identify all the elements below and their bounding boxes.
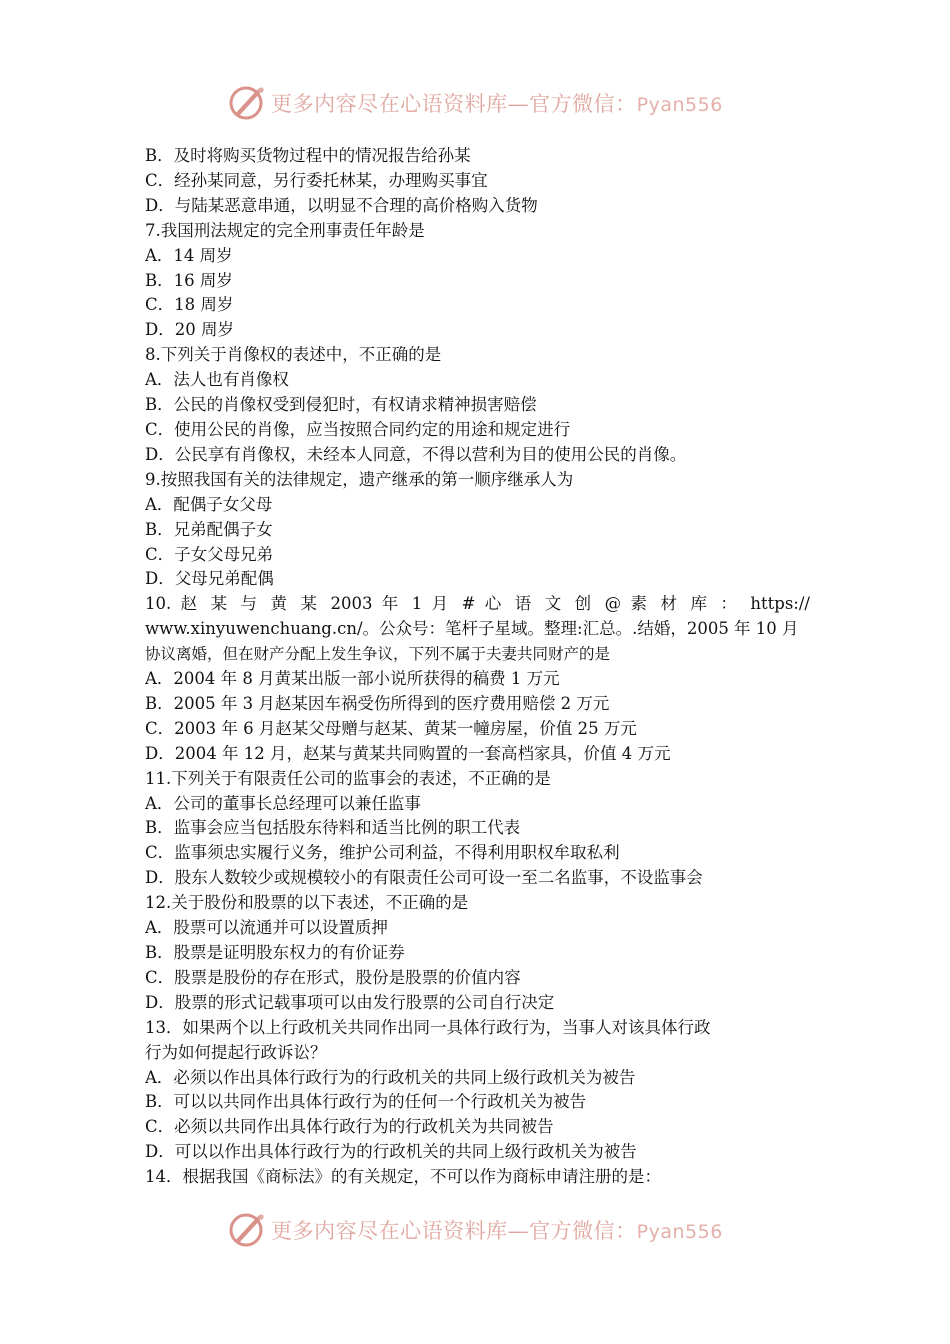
option-line: B．股票是证明股东权力的有价证券: [145, 943, 405, 962]
text-line: C．经孙某同意，另行委托林某，办理购买事宜: [145, 170, 488, 190]
question-12: 12.关于股份和股票的以下表述，不正确的是: [145, 893, 469, 913]
option-line: D．父母兄弟配偶: [145, 569, 274, 589]
option-line: A．公司的董事长总经理可以兼任监事: [145, 793, 421, 813]
option-line: D．可以以作出具体行政行为的行政机关的共同上级行政机关为被告: [145, 1142, 637, 1162]
option-line: A．14 周岁: [145, 245, 233, 265]
option-line: C．18 周岁: [145, 295, 234, 315]
option-line: C．2003 年 6 月赵某父母赠与赵某、黄某一幢房屋，价值 25 万元: [145, 718, 637, 738]
option-line: C．使用公民的肖像，应当按照合同约定的用途和规定进行: [145, 419, 571, 439]
quill-logo-icon: [227, 83, 267, 123]
text-line: B．及时将购买货物过程中的情况报告给孙某: [145, 146, 471, 165]
option-line: D．20 周岁: [145, 320, 234, 340]
document-body: [145, 144, 810, 1190]
question-8: 8.下列关于肖像权的表述中，不正确的是: [145, 345, 442, 365]
option-line: C．监事须忠实履行义务，维护公司利益，不得利用职权牟取私利: [145, 843, 620, 863]
question-14: 14．根据我国《商标法》的有关规定，不可以作为商标申请注册的是：: [145, 1167, 661, 1187]
question-13: 13．如果两个以上行政机关共同作出同一具体行政行为，当事人对该具体行政: [145, 1017, 711, 1037]
footer-watermark-banner: [0, 1208, 950, 1252]
option-line: A．股票可以流通并可以设置质押: [145, 918, 388, 938]
option-line: B．可以以共同作出具体行政行为的任何一个行政机关为被告: [145, 1092, 587, 1112]
option-line: B．监事会应当包括股东待料和适当比例的职工代表: [145, 818, 521, 838]
header-watermark-banner: [0, 81, 950, 125]
option-line: B．兄弟配偶子女: [145, 519, 273, 539]
option-line: C．必须以共同作出具体行政行为的行政机关为共同被告: [145, 1117, 554, 1137]
question-13-cont: 行为如何提起行政诉讼？: [145, 1042, 327, 1062]
option-line: C．子女父母兄弟: [145, 544, 274, 564]
option-line: C．股票是股份的存在形式，股份是股票的价值内容: [145, 967, 521, 987]
question-10-cont: 协议离婚，但在财产分配上发生争议，下列不属于夫妻共同财产的是: [145, 645, 611, 664]
option-line: A．配偶子女父母: [145, 494, 273, 514]
option-line: B．公民的肖像权受到侵犯时，有权请求精神损害赔偿: [145, 395, 537, 415]
option-line: A．2004 年 8 月黄某出版一部小说所获得的稿费 1 万元: [145, 669, 560, 689]
option-line: A．必须以作出具体行政行为的行政机关的共同上级行政机关为被告: [145, 1067, 636, 1087]
option-line: D．股东人数较少或规模较小的有限责任公司可设一至二名监事，不设监事会: [145, 868, 703, 888]
option-line: D．公民享有肖像权，未经本人同意，不得以营利为目的使用公民的肖像。: [145, 444, 687, 464]
question-10: 10. 赵 某 与 黄 某 2003 年 1 月 # 心 语 文 创 @ 素 材 库 ： https://: [145, 594, 810, 614]
header-banner-text: 更多内容尽在心语资料库—官方微信：Pyan556: [271, 92, 723, 116]
question-7: 7.我国刑法规定的完全刑事责任年龄是: [145, 220, 425, 240]
option-line: A．法人也有肖像权: [145, 370, 289, 390]
text-line: D．与陆某恶意串通，以明显不合理的高价格购入货物: [145, 195, 538, 215]
question-11: 11.下列关于有限责任公司的监事会的表述，不正确的是: [145, 768, 551, 788]
option-line: D．股票的形式记载事项可以由发行股票的公司自行决定: [145, 992, 555, 1012]
option-line: B．2005 年 3 月赵某因车祸受伤所得到的医疗费用赔偿 2 万元: [145, 693, 610, 713]
option-line: B．16 周岁: [145, 270, 233, 290]
question-10-cont: www.xinyuwenchuang.cn/。公众号：笔杆子星域。整理:汇总。.结婚，2005 年 10 月: [145, 619, 799, 639]
option-line: D．2004 年 12 月，赵某与黄某共同购置的一套高档家具，价值 4 万元: [145, 743, 671, 763]
question-9: 9.按照我国有关的法律规定，遗产继承的第一顺序继承人为: [145, 469, 574, 489]
quill-logo-icon: [227, 1210, 267, 1250]
footer-banner-text: 更多内容尽在心语资料库—官方微信：Pyan556: [271, 1219, 723, 1243]
